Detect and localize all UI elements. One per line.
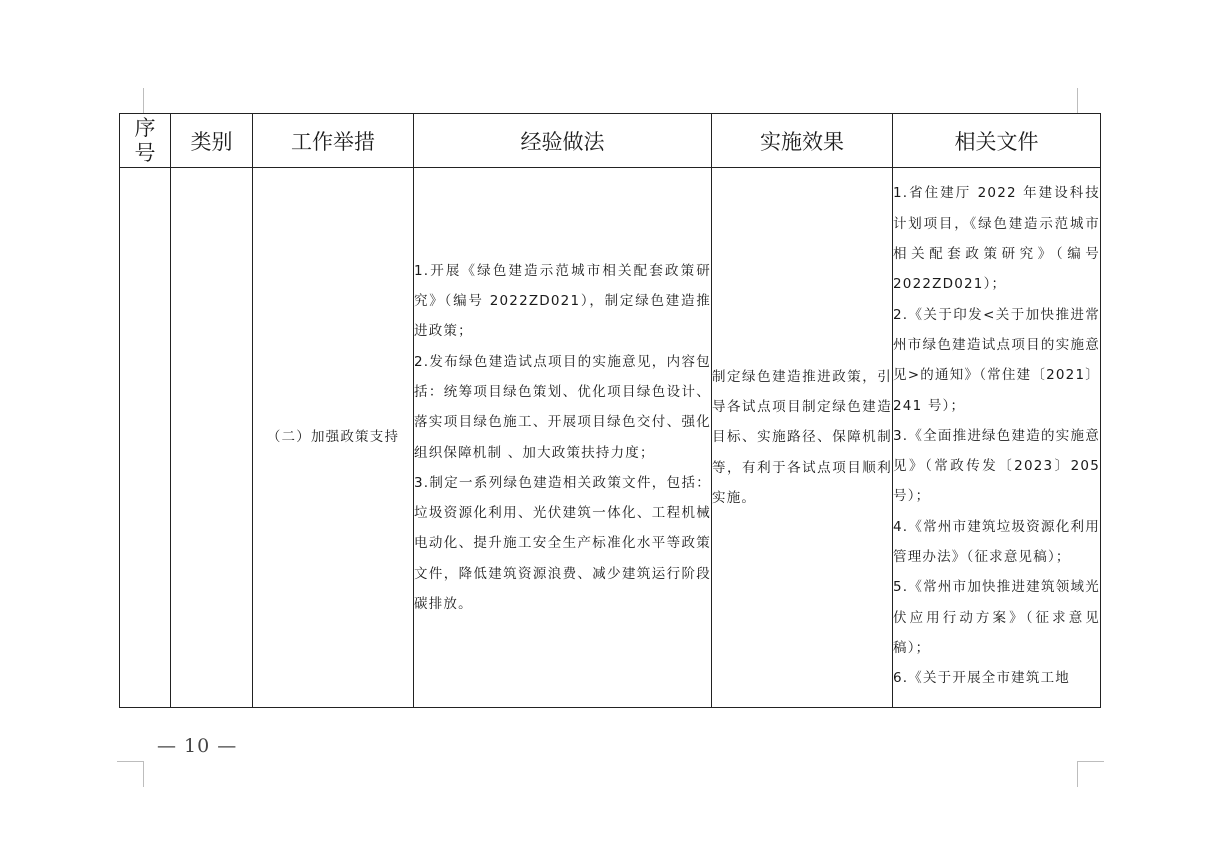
header-category: 类别 [171,114,253,168]
header-documents: 相关文件 [893,114,1101,168]
crop-mark-bottom-left-v [143,761,144,787]
document-item-1: 1.省住建厅 2022 年建设科技计划项目，《绿色建造示范城市相关配套政策研究》（编号 2022ZD021）； [893,185,1100,293]
header-seq [120,114,171,168]
document-item-5: 5.《常州市加快推进建筑领域光伏应用行动方案》（征求意见稿）； [893,579,1100,656]
crop-mark-bottom-left-h [117,761,144,762]
page-number: — 10 — [157,735,238,757]
cell-seq [120,168,171,708]
cell-practice [414,168,712,708]
cell-measure [253,168,414,708]
crop-mark-bottom-right-h [1077,761,1104,762]
header-seq-char-2: 号 [134,140,156,165]
table-header-row [120,114,1101,168]
practice-item-3: 3.制定一系列绿色建造相关政策文件，包括：垃圾资源化利用、光伏建筑一体化、工程机械电动化、提升施工安全生产标准化水平等政策文件，降低建筑资源浪费、减少建筑运行阶段碳排放。 [414,474,711,612]
measure-text: （二）加强政策支持 [266,429,400,446]
document-item-3: 3.《全面推进绿色建造的实施意见》（常政传发〔2023〕205 号）； [893,427,1100,505]
header-effect: 实施效果 [712,114,893,168]
header-seq-char-1: 序 [134,115,156,140]
practice-item-2: 2.发布绿色建造试点项目的实施意见，内容包括：统筹项目绿色策划、优化项目绿色设计、落实项目绿色施工、开展项目绿色交付、强化组织保障机制 、加大政策扶持力度； [414,353,711,461]
document-item-4: 4.《常州市建筑垃圾资源化利用管理办法》（征求意见稿）； [893,518,1100,566]
document-item-2: 2.《关于印发<关于加快推进常州市绿色建造试点项目的实施意见>的通知》（常住建〔2021〕241 号）； [893,306,1100,414]
crop-mark-top-left [143,88,144,113]
crop-mark-bottom-right-v [1077,761,1078,787]
effect-text: 制定绿色建造推进政策，引导各试点项目制定绿色建造目标、实施路径、保障机制等，有利于各试点项目顺利实施。 [712,368,892,506]
cell-effect [712,168,893,708]
cell-documents [893,168,1101,708]
cell-category [171,168,253,708]
header-practice: 经验做法 [414,114,712,168]
policy-table [119,113,1101,708]
table-row [120,168,1101,708]
document-item-6: 6.《关于开展全市建筑工地 [893,670,1070,687]
header-measure: 工作举措 [253,114,414,168]
crop-mark-top-right [1077,88,1078,113]
practice-item-1: 1.开展《绿色建造示范城市相关配套政策研究》（编号 2022ZD021），制定绿色建造推进政策； [414,262,711,340]
